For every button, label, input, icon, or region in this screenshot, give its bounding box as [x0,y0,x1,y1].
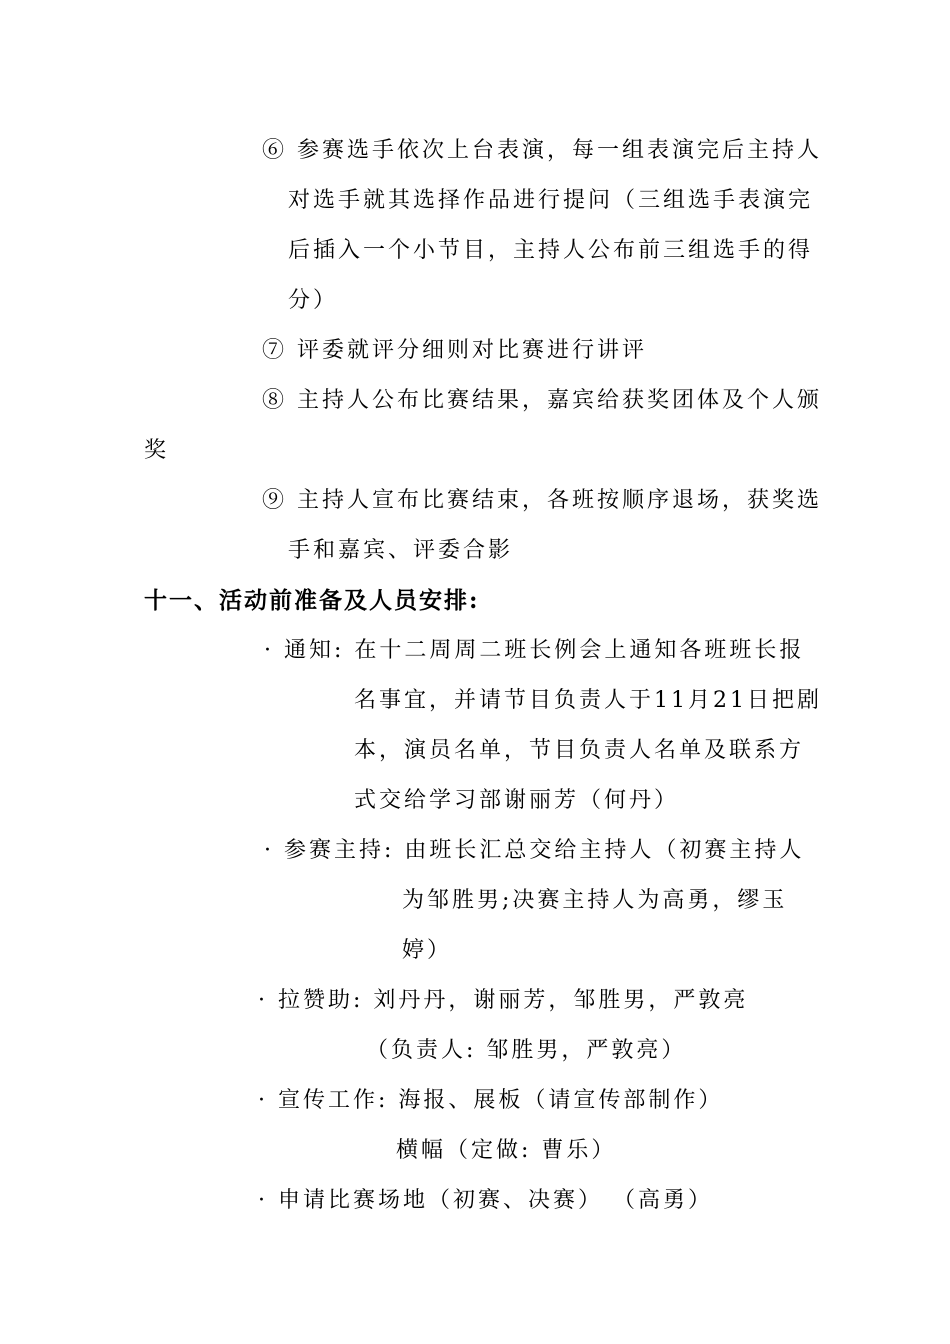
step6-line2: 对选手就其选择作品进行提问（三组选手表演完 [288,188,814,213]
host-line1: · 参赛主持: 由班长汇总交给主持人（初赛主持人 [264,838,805,863]
step6-line1: ⑥ 参赛选手依次上台表演，每一组表演完后主持人 [262,138,822,163]
host-line3: 婷） [402,938,453,963]
step7-line1: ⑦ 评委就评分细则对比赛进行讲评 [262,338,647,363]
section-11-heading: 十一、活动前准备及人员安排: [144,587,480,614]
step9-line2: 手和嘉宾、评委合影 [288,538,514,563]
step9-line1: ⑨ 主持人宣布比赛结束，各班按顺序退场，获奖选 [262,488,822,513]
sponsor-line2: （负责人: 邹胜男，严敦亮） [366,1038,687,1063]
step6-line4: 分） [288,288,339,313]
publicity-line2: 横幅（定做: 曹乐） [396,1138,617,1163]
notice-line1: · 通知: 在十二周周二班长例会上通知各班班长报 [264,638,805,663]
notice-line2: 名事宜，并请节目负责人于11月21日把剧 [354,688,822,713]
host-line2: 为邹胜男;决赛主持人为高勇，缪玉 [402,888,788,913]
step8-line2: 奖 [144,438,170,463]
notice-line4: 式交给学习部谢丽芳（何丹） [354,788,680,813]
publicity-line1: · 宣传工作: 海报、展板（请宣传部制作） [258,1088,724,1113]
venue-line1: · 申请比赛场地（初赛、决赛） （高勇） [258,1188,713,1213]
step6-line3: 后插入一个小节目，主持人公布前三组选手的得 [288,238,814,263]
sponsor-line1: · 拉赞助: 刘丹丹，谢丽芳，邹胜男，严敦亮 [258,988,749,1013]
notice-line3: 本，演员名单，节目负责人名单及联系方 [354,738,805,763]
step8-line1: ⑧ 主持人公布比赛结果，嘉宾给获奖团体及个人颁 [262,388,822,413]
